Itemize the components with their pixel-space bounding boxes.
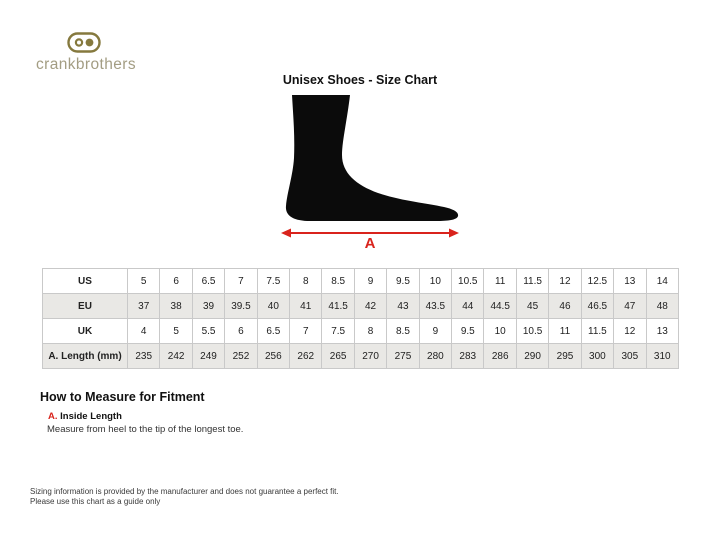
size-cell: 43 <box>387 294 419 319</box>
size-cell: 39.5 <box>225 294 257 319</box>
size-cell: 6 <box>160 269 192 294</box>
size-cell: 286 <box>484 344 516 369</box>
size-cell: 252 <box>225 344 257 369</box>
size-cell: 45 <box>516 294 548 319</box>
size-cell: 39 <box>192 294 224 319</box>
disclaimer-line-2: Please use this chart as a guide only <box>30 497 161 506</box>
size-cell: 44 <box>452 294 484 319</box>
size-cell: 8 <box>354 319 386 344</box>
size-cell: 14 <box>646 269 679 294</box>
size-cell: 46.5 <box>581 294 613 319</box>
size-cell: 10.5 <box>516 319 548 344</box>
size-cell: 6 <box>225 319 257 344</box>
size-cell: 275 <box>387 344 419 369</box>
size-cell: 9 <box>419 319 451 344</box>
disclaimer-note <box>30 487 339 507</box>
size-cell: 43.5 <box>419 294 451 319</box>
measure-item-description: Measure from heel to the tip of the longest toe. <box>47 424 244 435</box>
size-cell: 13 <box>614 269 646 294</box>
size-cell: 265 <box>322 344 354 369</box>
size-cell: 5.5 <box>192 319 224 344</box>
disclaimer-line-1: Sizing information is provided by the manufacturer and does not guarantee a perfect fit. <box>30 487 339 496</box>
size-cell: 10 <box>484 319 516 344</box>
row-label: A. Length (mm) <box>43 344 128 369</box>
size-cell: 9.5 <box>387 269 419 294</box>
measure-section-heading: How to Measure for Fitment <box>40 390 205 404</box>
size-cell: 283 <box>452 344 484 369</box>
size-cell: 38 <box>160 294 192 319</box>
size-cell: 37 <box>128 294 160 319</box>
size-cell: 262 <box>290 344 322 369</box>
page-title: Unisex Shoes - Size Chart <box>282 73 438 87</box>
size-cell: 47 <box>614 294 646 319</box>
size-cell: 249 <box>192 344 224 369</box>
size-cell: 280 <box>419 344 451 369</box>
size-cell: 6.5 <box>192 269 224 294</box>
size-cell: 7.5 <box>322 319 354 344</box>
size-cell: 256 <box>257 344 289 369</box>
measure-a-label: A <box>364 235 376 252</box>
size-cell: 11.5 <box>581 319 613 344</box>
size-table-body <box>43 269 679 369</box>
size-cell: 5 <box>128 269 160 294</box>
size-cell: 12 <box>549 269 581 294</box>
size-cell: 48 <box>646 294 679 319</box>
size-cell: 7 <box>225 269 257 294</box>
size-cell: 11 <box>549 319 581 344</box>
table-row <box>43 269 679 294</box>
table-row <box>43 294 679 319</box>
size-cell: 295 <box>549 344 581 369</box>
measure-item-title <box>48 411 122 422</box>
size-cell: 44.5 <box>484 294 516 319</box>
size-cell: 41.5 <box>322 294 354 319</box>
size-cell: 242 <box>160 344 192 369</box>
size-cell: 10.5 <box>452 269 484 294</box>
measure-item-name: Inside Length <box>57 411 122 422</box>
row-label: UK <box>43 319 128 344</box>
size-cell: 46 <box>549 294 581 319</box>
size-cell: 4 <box>128 319 160 344</box>
size-cell: 9 <box>354 269 386 294</box>
foot-silhouette <box>278 93 463 228</box>
size-cell: 13 <box>646 319 679 344</box>
size-cell: 290 <box>516 344 548 369</box>
size-cell: 305 <box>614 344 646 369</box>
brand-logo <box>36 32 136 74</box>
table-row <box>43 319 679 344</box>
size-table <box>42 268 679 369</box>
crankbrothers-pedal-icon <box>67 32 101 53</box>
size-cell: 300 <box>581 344 613 369</box>
row-label: US <box>43 269 128 294</box>
size-cell: 7.5 <box>257 269 289 294</box>
size-cell: 40 <box>257 294 289 319</box>
size-cell: 10 <box>419 269 451 294</box>
size-cell: 5 <box>160 319 192 344</box>
size-cell: 235 <box>128 344 160 369</box>
row-label: EU <box>43 294 128 319</box>
size-cell: 9.5 <box>452 319 484 344</box>
size-cell: 12 <box>614 319 646 344</box>
measure-item-marker: A. <box>48 411 58 422</box>
size-cell: 270 <box>354 344 386 369</box>
size-cell: 8.5 <box>387 319 419 344</box>
size-cell: 11.5 <box>516 269 548 294</box>
size-cell: 12.5 <box>581 269 613 294</box>
size-cell: 8.5 <box>322 269 354 294</box>
size-cell: 310 <box>646 344 679 369</box>
size-cell: 6.5 <box>257 319 289 344</box>
size-cell: 41 <box>290 294 322 319</box>
brand-name: crankbrothers <box>36 56 136 73</box>
size-cell: 42 <box>354 294 386 319</box>
table-row <box>43 344 679 369</box>
size-cell: 11 <box>484 269 516 294</box>
size-cell: 8 <box>290 269 322 294</box>
size-cell: 7 <box>290 319 322 344</box>
